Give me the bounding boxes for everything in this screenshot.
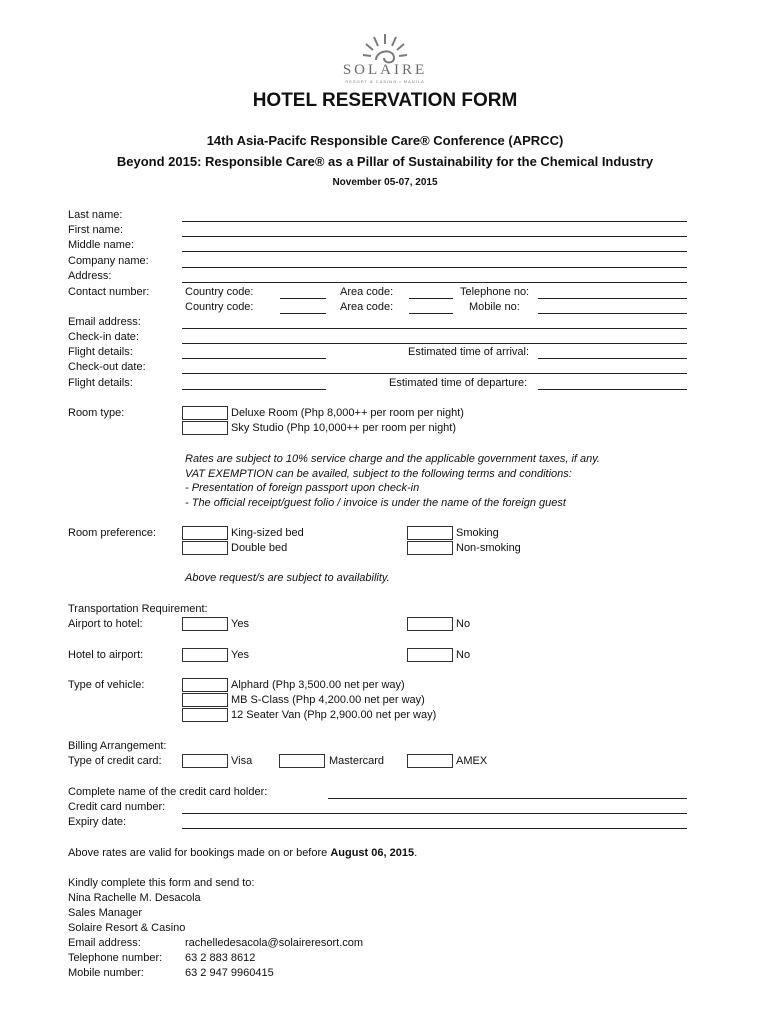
king-bed-option: King-sized bed: [231, 527, 304, 539]
last-name-field[interactable]: [182, 221, 687, 222]
middle-name-label: Middle name:: [68, 239, 135, 251]
availability-note: Above request/s are subject to availability.: [185, 572, 390, 584]
hotel-to-airport-label: Hotel to airport:: [68, 649, 144, 661]
check-in-label: Check-in date:: [68, 331, 139, 343]
billing-arrangement-label: Billing Arrangement:: [68, 740, 167, 752]
contact-email[interactable]: rachelledesacola@solaireresort.com: [185, 937, 364, 949]
hotel-to-airport-yes: Yes: [231, 649, 249, 661]
contact-name: Nina Rachelle M. Desacola: [68, 892, 201, 904]
seater-van-option: 12 Seater Van (Php 2,900.00 net per way): [231, 709, 437, 721]
logo-wordmark: SOLAIRE: [342, 62, 428, 78]
email-label: Email address:: [68, 316, 141, 328]
transportation-label: Transportation Requirement:: [68, 603, 208, 615]
contact-company: Solaire Resort & Casino: [68, 922, 186, 934]
vat-note: VAT EXEMPTION can be availed, subject to the following terms and conditions:: [185, 468, 572, 480]
mobile-no-field[interactable]: [538, 313, 687, 314]
expiry-date-field[interactable]: [182, 828, 687, 829]
mobile-area-code-field[interactable]: [409, 313, 453, 314]
rates-note: Rates are subject to 10% service charge and the applicable government taxes, if any.: [185, 453, 600, 465]
page-title: HOTEL RESERVATION FORM: [252, 90, 518, 111]
first-name-label: First name:: [68, 224, 124, 236]
expiry-date-label: Expiry date:: [68, 816, 127, 828]
telephone-no-field[interactable]: [538, 298, 687, 299]
arrival-flight-field[interactable]: [182, 358, 326, 359]
hotel-to-airport-no: No: [456, 649, 471, 661]
contact-role: Sales Manager: [68, 907, 142, 919]
departure-flight-label: Flight details:: [68, 377, 133, 389]
country-code-field[interactable]: [280, 298, 326, 299]
first-name-field[interactable]: [182, 236, 687, 237]
alphard-option: Alphard (Php 3,500.00 net per way): [231, 679, 405, 691]
validity-note: [68, 847, 417, 860]
mastercard-checkbox[interactable]: [279, 754, 325, 768]
contact-number-label: Contact number:: [68, 286, 150, 298]
card-type-label: Type of credit card:: [68, 755, 162, 767]
contact-mobile: 63 2 947 9960415: [185, 967, 274, 979]
company-name-field[interactable]: [182, 267, 687, 268]
mb-s-class-checkbox[interactable]: [182, 693, 228, 707]
mobile-no-label: Mobile no:: [469, 301, 520, 313]
hotel-to-airport-yes-checkbox[interactable]: [182, 648, 228, 662]
airport-to-hotel-yes: Yes: [231, 618, 249, 630]
room-preference-label: Room preference:: [68, 527, 157, 539]
arrival-flight-label: Flight details:: [68, 346, 133, 358]
hotel-to-airport-no-checkbox[interactable]: [407, 648, 453, 662]
sky-studio-checkbox[interactable]: [182, 421, 228, 435]
non-smoking-checkbox[interactable]: [407, 541, 453, 555]
send-to-intro: Kindly complete this form and send to:: [68, 877, 255, 889]
deluxe-room-checkbox[interactable]: [182, 406, 228, 420]
double-bed-option: Double bed: [231, 542, 288, 554]
card-number-field[interactable]: [182, 813, 687, 814]
validity-text: Above rates are valid for bookings made on or before: [68, 847, 331, 859]
amex-option: AMEX: [456, 755, 488, 767]
logo-tagline: RESORT & CASINO • MANILA: [345, 79, 425, 84]
validity-end: .: [414, 847, 418, 859]
smoking-option: Smoking: [456, 527, 499, 539]
arrival-time-field[interactable]: [538, 358, 687, 359]
mobile-country-code-field[interactable]: [280, 313, 326, 314]
company-name-label: Company name:: [68, 255, 149, 267]
airport-to-hotel-yes-checkbox[interactable]: [182, 617, 228, 631]
visa-option: Visa: [231, 755, 253, 767]
conference-dates: November 05-07, 2015: [332, 177, 438, 188]
arrival-time-label: Estimated time of arrival:: [408, 346, 530, 358]
address-label: Address:: [68, 270, 112, 282]
deluxe-room-option: Deluxe Room (Php 8,000++ per room per night): [231, 407, 464, 419]
mb-s-class-option: MB S-Class (Php 4,200.00 net per way): [231, 694, 425, 706]
seater-van-checkbox[interactable]: [182, 708, 228, 722]
airport-to-hotel-no-checkbox[interactable]: [407, 617, 453, 631]
email-field[interactable]: [182, 328, 687, 329]
visa-checkbox[interactable]: [182, 754, 228, 768]
airport-to-hotel-no: No: [456, 618, 471, 630]
last-name-label: Last name:: [68, 209, 123, 221]
area-code-field[interactable]: [409, 298, 453, 299]
country-code-label-mobile: Country code:: [185, 301, 254, 313]
departure-time-field[interactable]: [538, 389, 687, 390]
conference-title: 14th Asia-Pacifc Responsible Care® Conference (APRCC): [206, 133, 564, 148]
contact-mobile-label: Mobile number:: [68, 967, 144, 979]
sky-studio-option: Sky Studio (Php 10,000++ per room per night): [231, 422, 457, 434]
receipt-note: - The official receipt/guest folio / invoice is under the name of the foreign guest: [185, 497, 566, 509]
validity-date: August 06, 2015: [330, 847, 415, 859]
country-code-label: Country code:: [185, 286, 254, 298]
area-code-label: Area code:: [340, 286, 394, 298]
card-holder-label: Complete name of the credit card holder:: [68, 786, 268, 798]
smoking-checkbox[interactable]: [407, 526, 453, 540]
departure-time-label: Estimated time of departure:: [389, 377, 528, 389]
card-holder-field[interactable]: [328, 798, 687, 799]
alphard-checkbox[interactable]: [182, 678, 228, 692]
check-in-field[interactable]: [182, 343, 687, 344]
address-field[interactable]: [182, 282, 687, 283]
card-number-label: Credit card number:: [68, 801, 166, 813]
double-bed-checkbox[interactable]: [182, 541, 228, 555]
king-bed-checkbox[interactable]: [182, 526, 228, 540]
mastercard-option: Mastercard: [329, 755, 385, 767]
check-out-field[interactable]: [182, 373, 687, 374]
amex-checkbox[interactable]: [407, 754, 453, 768]
telephone-no-label: Telephone no:: [460, 286, 530, 298]
check-out-label: Check-out date:: [68, 361, 146, 373]
middle-name-field[interactable]: [182, 251, 687, 252]
non-smoking-option: Non-smoking: [456, 542, 521, 554]
contact-phone-label: Telephone number:: [68, 952, 163, 964]
passport-note: - Presentation of foreign passport upon check-in: [185, 482, 420, 494]
conference-theme: Beyond 2015: Responsible Care® as a Pillar of Sustainability for the Chemical Industry: [116, 154, 654, 169]
contact-email-label: Email address:: [68, 937, 141, 949]
vehicle-type-label: Type of vehicle:: [68, 679, 145, 691]
room-type-label: Room type:: [68, 407, 125, 419]
contact-phone: 63 2 883 8612: [185, 952, 256, 964]
departure-flight-field[interactable]: [182, 389, 326, 390]
area-code-label-mobile: Area code:: [340, 301, 394, 313]
airport-to-hotel-label: Airport to hotel:: [68, 618, 143, 630]
